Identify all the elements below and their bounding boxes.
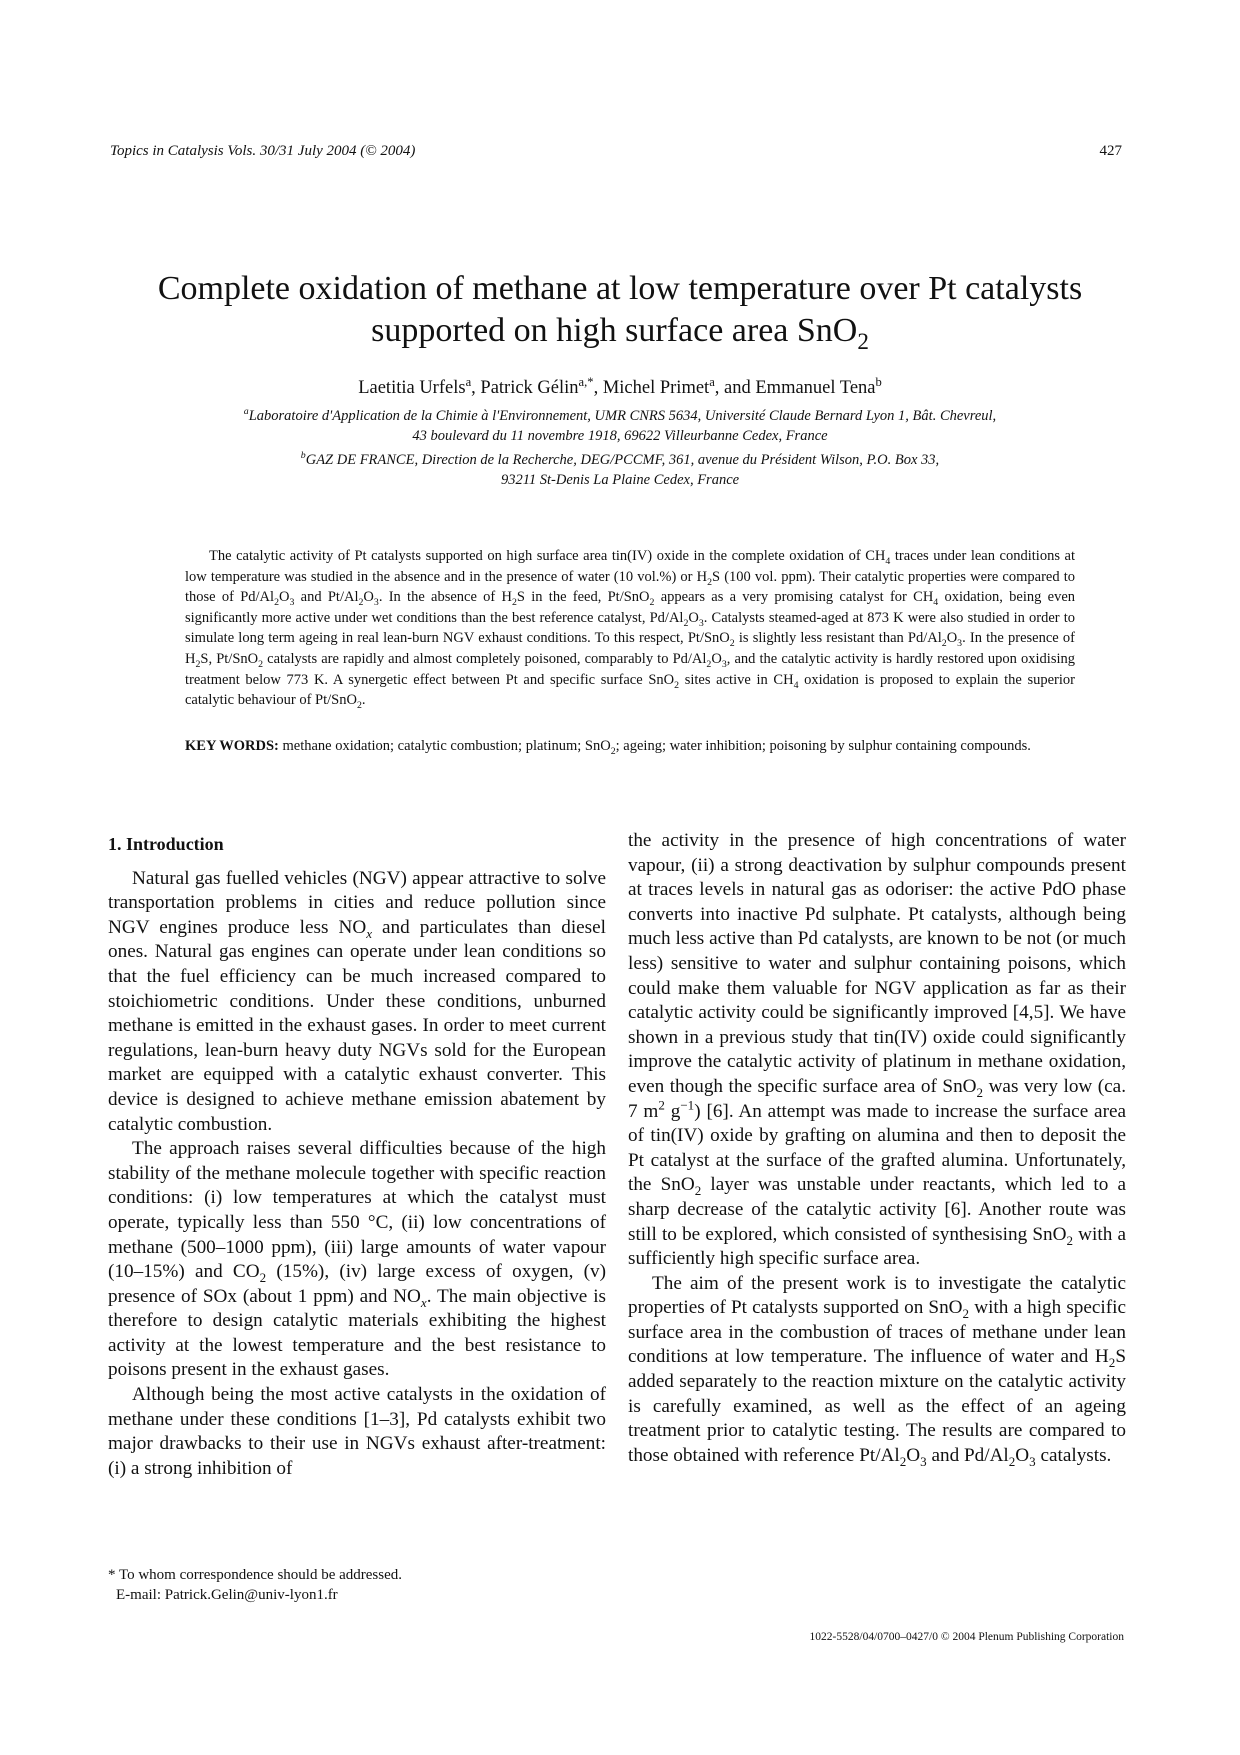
paragraph: Natural gas fuelled vehicles (NGV) appear attractive to solve transportation problems in cities and reduce pollution since NGV engines produce less $NO_x$ and particulates than diesel ones. Natural gas engines can operate under lean conditions so that the fuel efficiency can be much increased compared to stoichiometric conditions. Under these conditions, unburned methane is emitted in the exhaust gases. In order to meet current regulations, lean-burn heavy duty NGVs sold for the European market are equipped with a catalytic exhaust converter. This device is designed to achieve methane emission abatement by catalytic combustion. [108,867,606,1135]
title-line-2: supported on high surface area SnO$_2$ [371,312,869,355]
paragraph: Although being the most active catalysts in the oxidation of methane under these conditions [1–3], Pd catalysts exhibit two major drawbacks to their use in NGVs exhaust after-treatment: (i) a strong inhibition of [108,1384,606,1479]
author-list: Laetitia Urfels$^a$, Patrick Gélin$^{a,*}$, Michel Primet$^a$, and Emmanuel Tena$^b$ [358,374,882,398]
paragraph: The approach raises several difficulties because of the high stability of the methane molecule together with specific reaction conditions: (i) low temperatures at which the catalyst must operate, typically less than 550 °C, (ii) low concentrations of methane (500–1000 ppm), (iii) large amounts of water vapour (10–15%) and $CO_2$ (15%), (iv) large excess of oxygen, (v) presence of SOx (about 1 ppm) and $NO_x$. The main objective is therefore to design catalytic materials exhibiting the highest activity at the lowest temperature and the best resistance to poisons present in the exhaust gases. [108,1138,607,1381]
title-line-1: Complete oxidation of methane at low temperature over Pt catalysts [157,270,1083,307]
corresponding-email: E-mail: Patrick.Gelin@univ-lyon1.fr [116,1587,338,1603]
page-number: 427 [1099,143,1122,159]
body-column-right [628,829,1126,1468]
paragraph: The aim of the present work is to investigate the catalytic properties of Pt catalysts supported on SnO$_2$ with a high specific surface area in the combustion of traces of methane under lean conditions at low temperature. The influence of water and $H_2S$ added separately to the reaction mixture on the catalytic activity is carefully examined, as well as the effect of an ageing treatment prior to catalytic testing. The results are compared to those obtained with reference $Pt/Al_2O_3$ and $Pd/Al_2O_3$ catalysts. [628,1272,1126,1469]
keywords-label: KEY WORDS: [185,738,279,754]
paragraph: the activity in the presence of high concentrations of water vapour, (ii) a strong deactivation by sulphur compounds present at traces levels in natural gas as odoriser: the active PdO phase converts into inactive Pd sulphate. Pt catalysts, although being much less active than Pd catalysts, are known to be not (or much less) sensitive to water and sulphur containing poisons, which could make them valuable for NGV application as far as their catalytic activity could be significantly improved [4,5]. We have shown in a previous study that tin(IV) oxide could significantly improve the catalytic activity of platinum in methane oxidation, even though the specific surface area of SnO$_2$ was very low (ca. 7 $m^2$ $g^{-1}$) [6]. An attempt was made to increase the surface area of tin(IV) oxide by grafting on alumina and then to deposit the Pt catalyst at the surface of the grafted alumina. Unfortunately, the SnO$_2$ layer was unstable under reactants, which led to a sharp decrease of the catalytic activity [6]. Another route was still to be explored, which consisted of synthesising SnO$_2$ with a sufficiently high specific surface area. [628,830,1127,1270]
abstract: The catalytic activity of Pt catalysts supported on high surface area tin(IV) oxide in the complete oxidation of $CH_4$ traces under lean conditions at low temperature was studied in the absence and in the presence of water (10 vol.%) or $H_2S$ (100 vol. ppm). Their catalytic properties were compared to those of $Pd/Al_2O_3$ and $Pt/Al_2O_3$. In the absence of $H_2S$ in the feed, Pt/SnO$_2$ appears as a very promising catalyst for $CH_4$ oxidation, being even significantly more active under wet conditions than the best reference catalyst, $Pd/Al_2O_3$. Catalysts steamed-aged at 873 K were also studied in order to simulate long term ageing in real lean-burn NGV exhaust conditions. To this respect, Pt/SnO$_2$ is slightly less resistant than $Pd/Al_2O_3$. In the presence of $H_2S$, Pt/SnO$_2$ catalysts are rapidly and almost completely poisoned, comparably to $Pd/Al_2O_3$, and the catalytic activity is hardly restored upon oxidising treatment below 773 K. A synergetic effect between Pt and specific surface SnO$_2$ sites active in $CH_4$ oxidation is proposed to explain the superior catalytic behaviour of Pt/SnO$_2$. [185,548,1076,712]
author-name: Patrick Gélin [480,378,579,398]
affiliation-b: $^b$GAZ DE FRANCE, Direction de la Recherche, DEG/PCCMF, 361, avenue du Président Wilson, P.O. Box 33, 93211 St-Denis La Plaine Cedex, France [300,450,940,488]
author-name: Emmanuel Tena [755,378,876,398]
paper-title [110,268,1130,355]
body-column-left [108,832,606,1481]
affiliation-a: $^a$Laboratoire d'Application de la Chimie à l'Environnement, UMR CNRS 5634, Université Claude Bernard Lyon 1, Bât. Chevreul, 43 boulevard du 11 novembre 1918, 69622 Villeurbanne Cedex, France [243,406,997,444]
copyright-footer: 1022-5528/04/0700–0427/0 © 2004 Plenum Publishing Corporation [809,1631,1124,1643]
author-name: Michel Primet [602,378,710,398]
section-heading: 1. Introduction [108,834,224,854]
footnote: * To whom correspondence should be addressed. E-mail: Patrick.Gelin@univ-lyon1.fr [108,1567,403,1603]
keywords: KEY WORDS: methane oxidation; catalytic combustion; platinum; SnO$_2$; ageing; water inhibition; poisoning by sulphur containing compounds. [185,738,1031,757]
author-name: Laetitia Urfels [358,378,466,398]
running-head-journal: Topics in Catalysis Vols. 30/31 July 2004 (© 2004) [110,143,416,159]
